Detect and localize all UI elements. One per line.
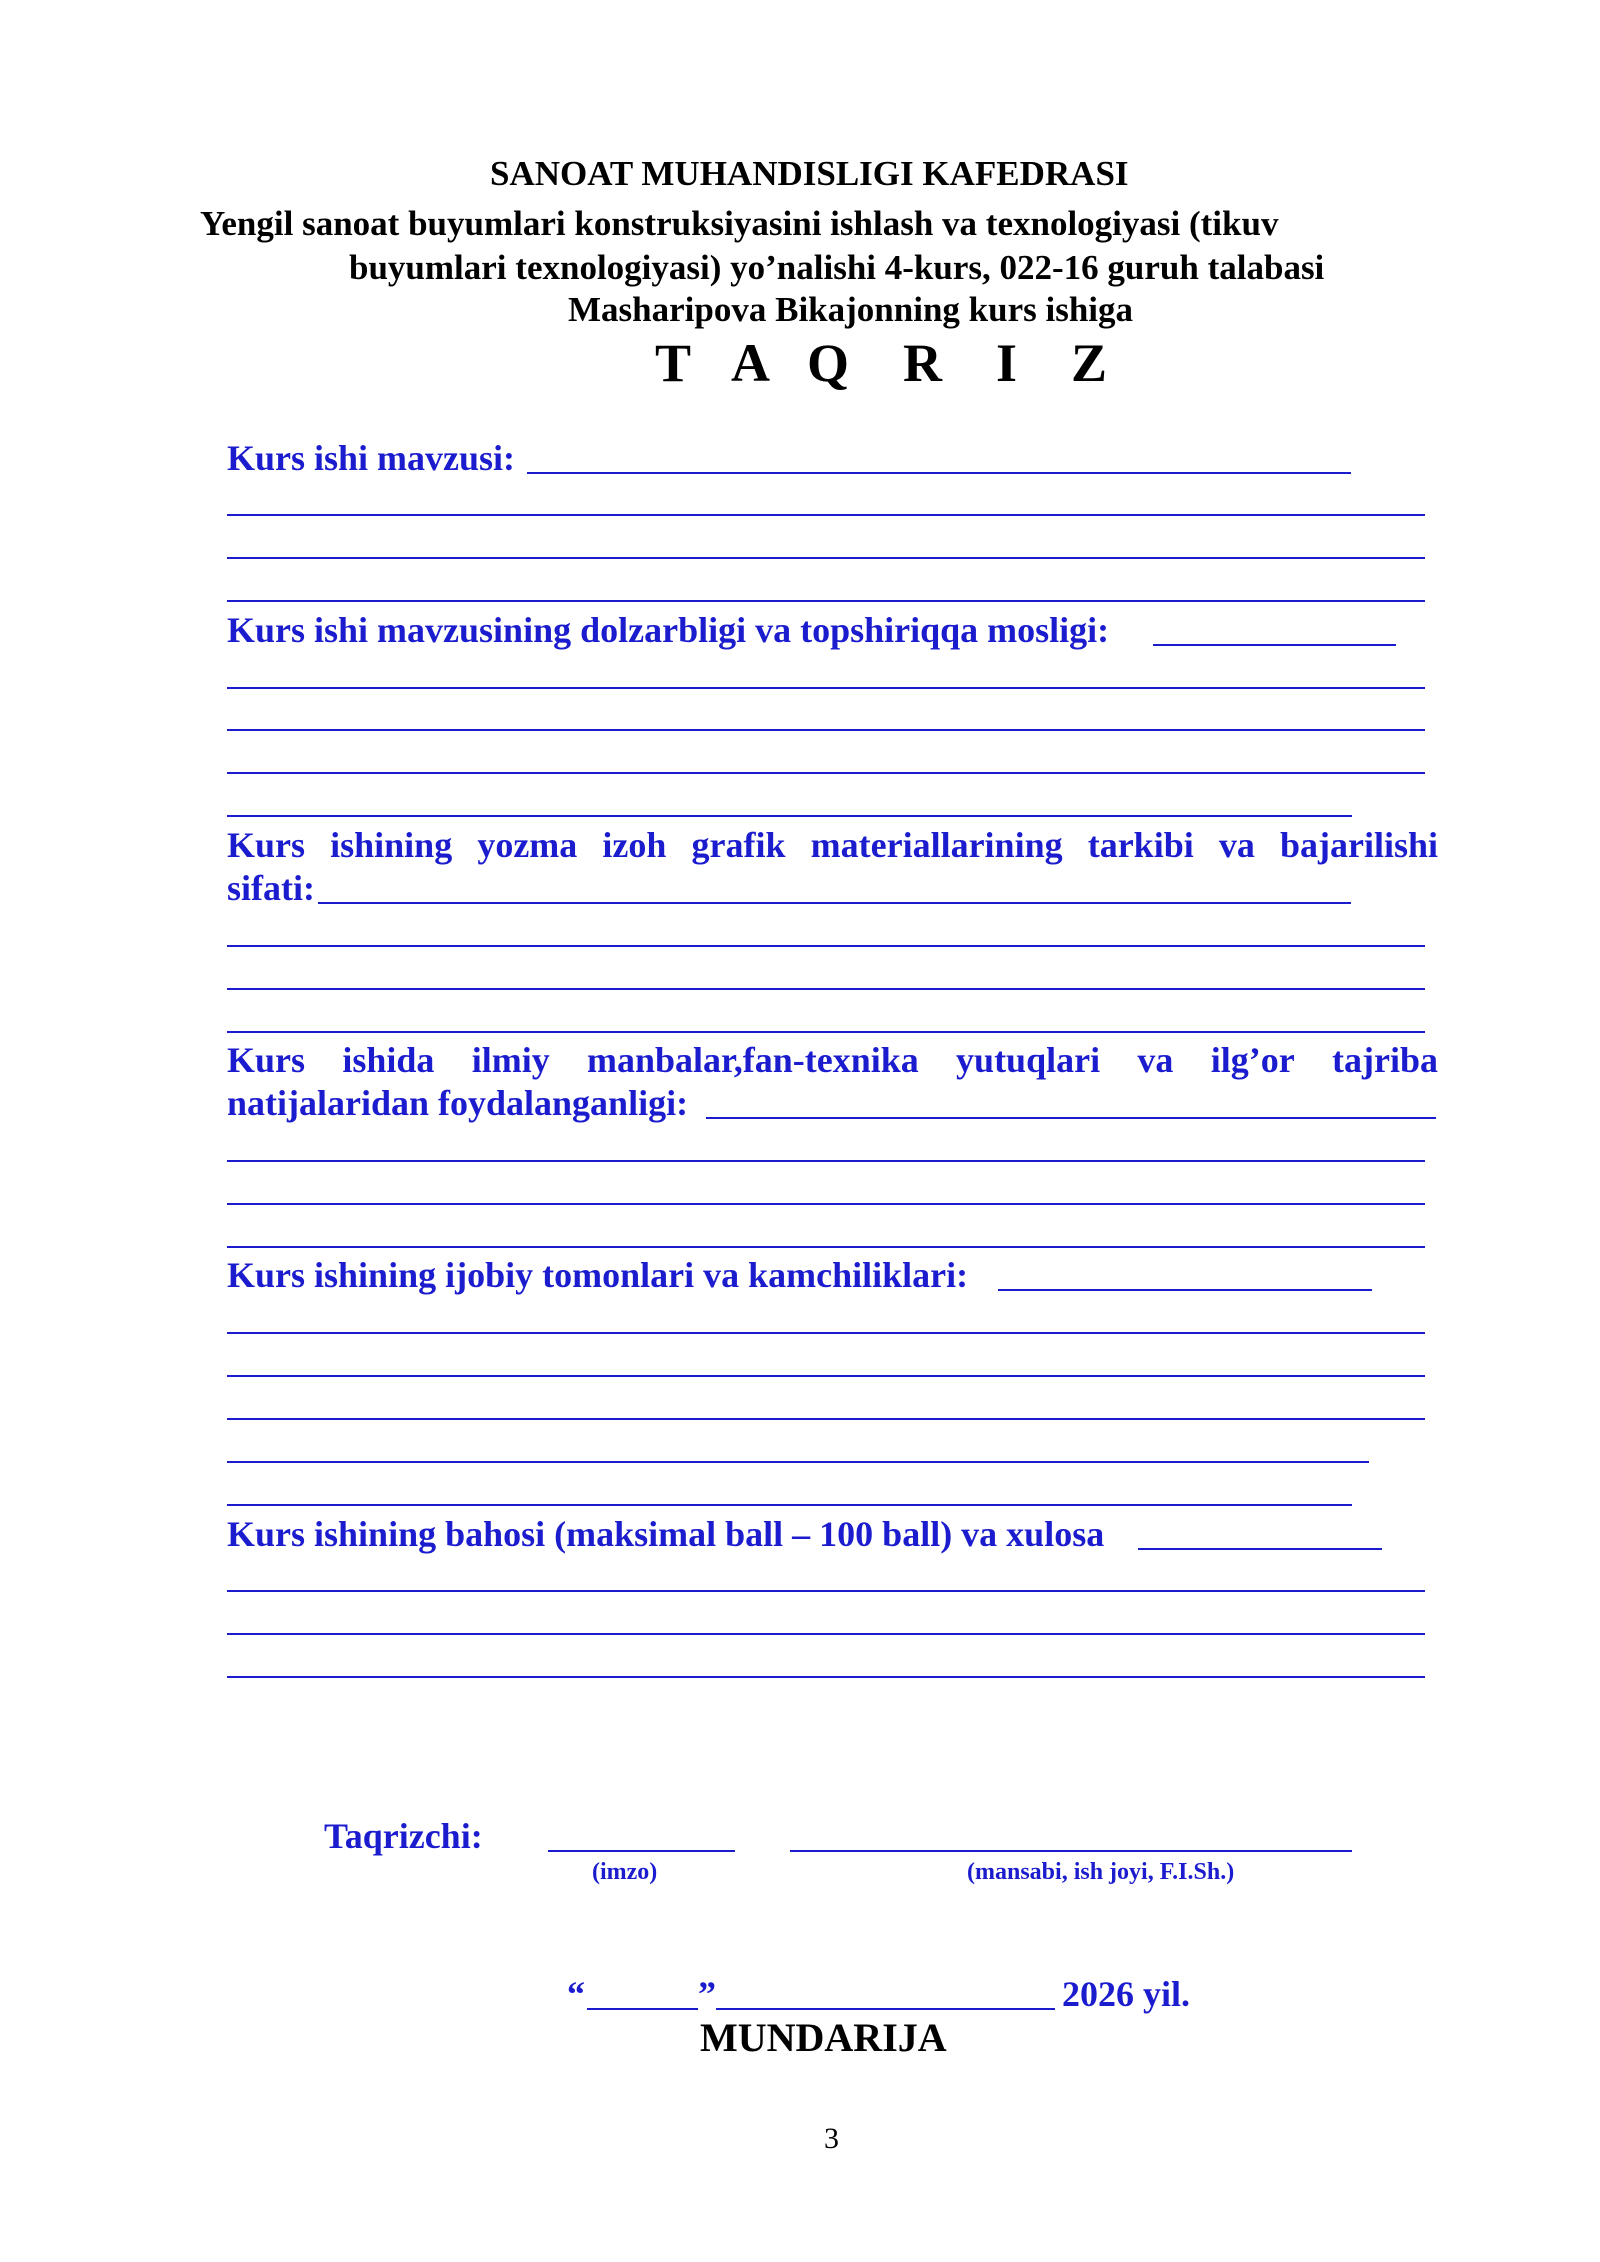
section-label-quality xyxy=(227,827,1438,863)
answer-line[interactable] xyxy=(706,1117,1436,1119)
section-label-pros-cons: Kurs ishining ijobiy tomonlari va kamchiliklari: xyxy=(227,1255,969,1295)
contents-heading: MUNDARIJA xyxy=(700,2015,947,2060)
answer-line[interactable] xyxy=(227,1504,1352,1506)
date-open-quote: “ xyxy=(567,1974,585,2014)
department-title: SANOAT MUHANDISLIGI KAFEDRASI xyxy=(490,154,1129,193)
answer-line[interactable] xyxy=(227,815,1352,817)
title-letter: Q xyxy=(807,333,850,393)
answer-line[interactable] xyxy=(318,902,1351,904)
label-word: ilmiy xyxy=(471,1040,550,1080)
header-line-3: buyumlari texnologiyasi) yo’nalishi 4-kurs, 022-16 guruh talabasi xyxy=(349,248,1325,287)
answer-line[interactable] xyxy=(227,945,1425,947)
label-word: va xyxy=(1218,825,1255,865)
answer-line[interactable] xyxy=(227,1160,1425,1162)
label-word: ishining xyxy=(330,825,453,865)
answer-line[interactable] xyxy=(527,472,1351,474)
answer-line[interactable] xyxy=(227,1633,1425,1635)
label-word: ishida xyxy=(342,1040,435,1080)
date-month-line[interactable] xyxy=(716,2008,1055,2010)
answer-line[interactable] xyxy=(227,1246,1425,1248)
answer-line[interactable] xyxy=(227,772,1425,774)
title-letter: Z xyxy=(1071,333,1108,393)
page-number: 3 xyxy=(824,2122,839,2155)
label-word: bajarilishi xyxy=(1279,825,1438,865)
answer-line[interactable] xyxy=(227,1676,1425,1678)
signature-line[interactable] xyxy=(548,1850,735,1852)
answer-line[interactable] xyxy=(1138,1548,1382,1550)
answer-line[interactable] xyxy=(227,1375,1425,1377)
header-line-4: Masharipova Bikajonning kurs ishiga xyxy=(568,290,1134,329)
answer-line[interactable] xyxy=(998,1289,1372,1291)
label-word: tajriba xyxy=(1332,1040,1438,1080)
section-label-sources xyxy=(227,1042,1438,1078)
label-word: manbalar,fan-texnika xyxy=(587,1040,919,1080)
date-close-quote: ” xyxy=(698,1974,716,2014)
label-word: yutuqlari xyxy=(956,1040,1101,1080)
label-word: Kurs xyxy=(227,825,306,865)
answer-line[interactable] xyxy=(227,557,1425,559)
label-word: materiallarining xyxy=(810,825,1063,865)
label-word: izoh xyxy=(602,825,667,865)
signature-caption: (imzo) xyxy=(592,1859,658,1885)
section-label-grade: Kurs ishining bahosi (maksimal ball – 100 ball) va xulosa xyxy=(227,1514,1105,1554)
answer-line[interactable] xyxy=(227,1203,1425,1205)
answer-line[interactable] xyxy=(227,600,1425,602)
label-word: Kurs xyxy=(227,1040,306,1080)
label-word: va xyxy=(1137,1040,1174,1080)
answer-line[interactable] xyxy=(1153,644,1396,646)
answer-line[interactable] xyxy=(227,1590,1425,1592)
label-word: tarkibi xyxy=(1087,825,1194,865)
title-letter: T xyxy=(655,333,692,393)
answer-line[interactable] xyxy=(227,1461,1369,1463)
answer-line[interactable] xyxy=(227,1332,1425,1334)
section-label-quality-cont: sifati: xyxy=(227,868,315,908)
title-letter: I xyxy=(996,333,1018,393)
answer-line[interactable] xyxy=(227,1031,1425,1033)
reviewer-details-line[interactable] xyxy=(790,1850,1352,1852)
section-label-topic: Kurs ishi mavzusi: xyxy=(227,438,516,478)
label-word: grafik xyxy=(691,825,786,865)
date-day-line[interactable] xyxy=(587,2008,698,2010)
header-line-2: Yengil sanoat buyumlari konstruksiyasini ishlash va texnologiyasi (tikuv xyxy=(200,204,1279,243)
reviewer-label: Taqrizchi: xyxy=(324,1816,483,1856)
answer-line[interactable] xyxy=(227,687,1425,689)
label-word: ilg’or xyxy=(1210,1040,1295,1080)
date-year: 2026 yil. xyxy=(1062,1974,1191,2014)
answer-line[interactable] xyxy=(227,1418,1425,1420)
answer-line[interactable] xyxy=(227,729,1425,731)
section-label-sources-cont: natijalaridan foydalanganligi: xyxy=(227,1083,689,1123)
title-letter: A xyxy=(731,333,770,393)
document-title xyxy=(0,333,1600,396)
answer-line[interactable] xyxy=(227,988,1425,990)
section-label-relevance: Kurs ishi mavzusining dolzarbligi va topshiriqqa mosligi: xyxy=(227,610,1110,650)
answer-line[interactable] xyxy=(227,514,1425,516)
label-word: yozma xyxy=(477,825,578,865)
title-letter: R xyxy=(903,333,942,393)
reviewer-details-caption: (mansabi, ish joyi, F.I.Sh.) xyxy=(967,1859,1235,1885)
